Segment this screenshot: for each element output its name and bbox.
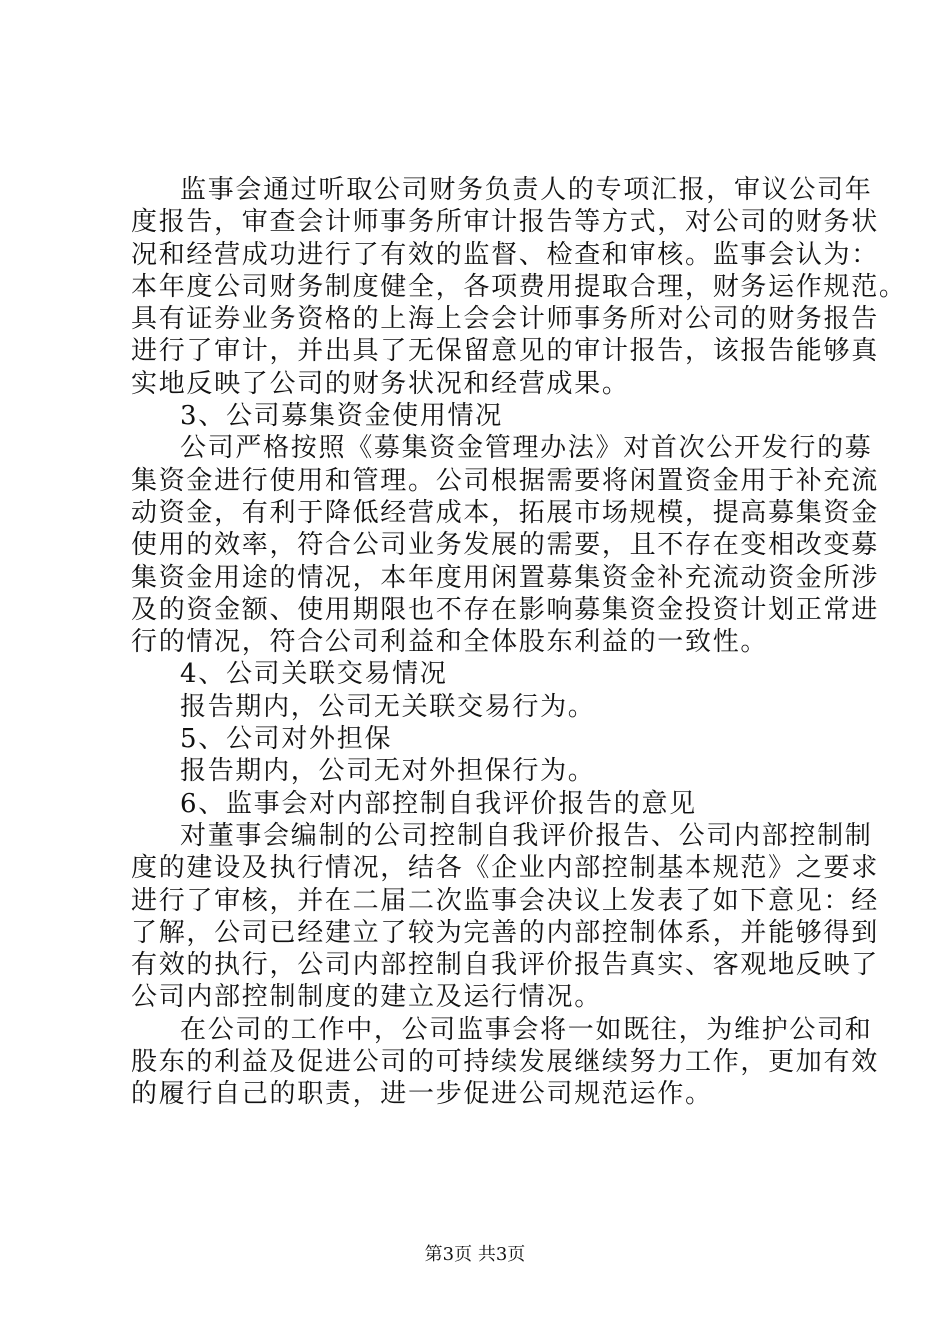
paragraph-line: 对董事会编制的公司控制自我评价报告、公司内部控制制	[180, 820, 873, 851]
paragraph-line: 在公司的工作中，公司监事会将一如既往，为维护公司和	[180, 1014, 873, 1045]
paragraph-line: 度的建设及执行情况，结各《企业内部控制基本规范》之要求	[131, 853, 879, 884]
paragraph-line: 的履行自己的职责，进一步促进公司规范运作。	[131, 1079, 713, 1110]
paragraph-line: 公司严格按照《募集资金管理办法》对首次公开发行的募	[180, 433, 873, 464]
paragraph-line: 进行了审核，并在二届二次监事会决议上发表了如下意见：经	[131, 885, 879, 916]
page-footer: 第3页 共3页	[424, 1244, 526, 1265]
paragraph-line: 了解，公司已经建立了较为完善的内部控制体系，并能够得到	[131, 917, 879, 948]
paragraph-line: 报告期内，公司无关联交易行为。	[180, 691, 596, 722]
section-heading: 4、公司关联交易情况	[180, 659, 448, 690]
paragraph-line: 集资金用途的情况，本年度用闲置募集资金补充流动资金所涉	[131, 562, 879, 593]
paragraph-line: 股东的利益及促进公司的可持续发展继续努力工作，更加有效	[131, 1047, 879, 1078]
paragraph-line: 集资金进行使用和管理。公司根据需要将闲置资金用于补充流	[131, 465, 879, 496]
paragraph-line: 监事会通过听取公司财务负责人的专项汇报，审议公司年	[180, 175, 873, 205]
paragraph-line: 进行了审计，并出具了无保留意见的审计报告，该报告能够真	[131, 336, 879, 367]
section-heading: 6、监事会对内部控制自我评价报告的意见	[180, 788, 697, 819]
paragraph-line: 实地反映了公司的财务状况和经营成果。	[131, 368, 630, 399]
section-heading: 3、公司募集资金使用情况	[180, 401, 503, 432]
paragraph-line: 动资金，有利于降低经营成本，拓展市场规模，提高募集资金	[131, 497, 879, 528]
paragraph-line: 及的资金额、使用期限也不存在影响募集资金投资计划正常进	[131, 594, 879, 625]
paragraph-line: 本年度公司财务制度健全，各项费用提取合理，财务运作规范。	[131, 271, 907, 302]
paragraph-line: 况和经营成功进行了有效的监督、检查和审核。监事会认为：	[131, 239, 879, 270]
paragraph-line: 使用的效率，符合公司业务发展的需要，且不存在变相改变募	[131, 530, 879, 561]
document-body	[131, 174, 907, 1111]
paragraph-line: 报告期内，公司无对外担保行为。	[180, 756, 596, 787]
paragraph-line: 度报告，审查会计师事务所审计报告等方式，对公司的财务状	[131, 207, 879, 238]
paragraph-line: 具有证券业务资格的上海上会会计师事务所对公司的财务报告	[131, 304, 879, 335]
paragraph-line: 有效的执行，公司内部控制自我评价报告真实、客观地反映了	[131, 950, 879, 981]
paragraph-line: 行的情况，符合公司利益和全体股东利益的一致性。	[131, 627, 769, 658]
paragraph-line: 公司内部控制制度的建立及运行情况。	[131, 982, 602, 1013]
section-heading: 5、公司对外担保	[180, 724, 393, 755]
